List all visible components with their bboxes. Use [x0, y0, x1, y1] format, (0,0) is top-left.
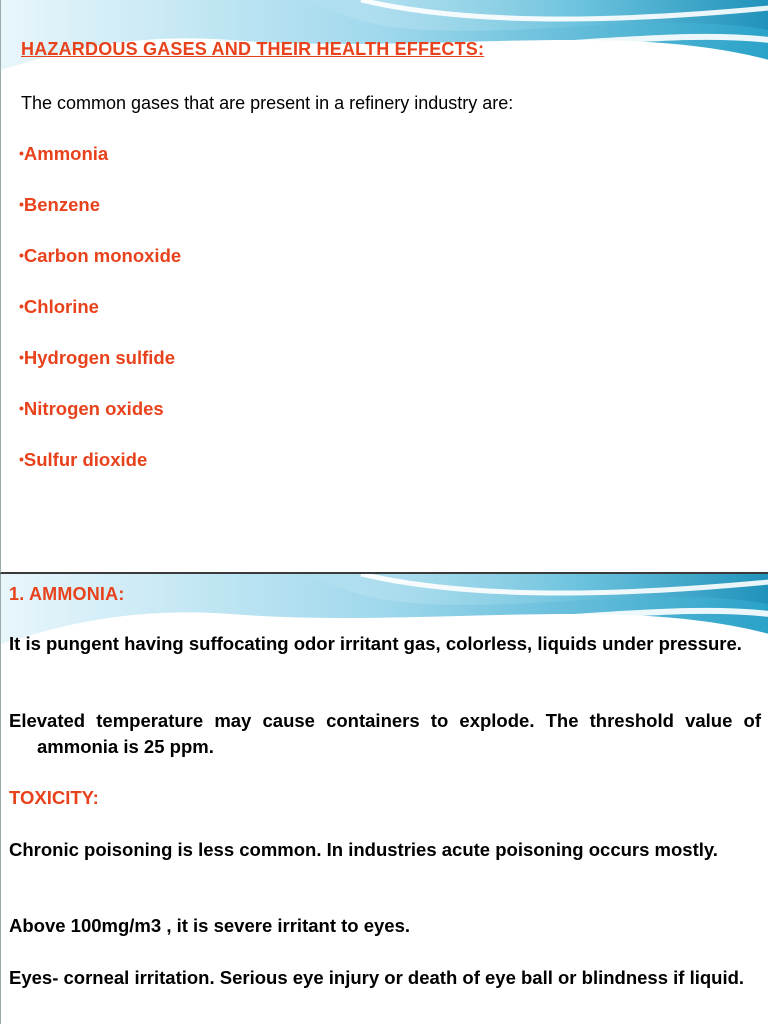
bullet-icon: • [19, 349, 24, 365]
gas-name: Carbon monoxide [23, 245, 182, 266]
bullet-icon: • [19, 145, 24, 161]
toxicity-heading: TOXICITY: [9, 787, 99, 808]
paragraph-chronic: Chronic poisoning is less common. In industries acute poisoning occurs mostly. [9, 839, 718, 860]
slide-title: 1. AMMONIA: [9, 584, 125, 604]
bullet-icon: • [19, 400, 24, 416]
list-item [19, 243, 181, 294]
paragraph-eye-injury: Eyes- corneal irritation. Serious eye injury or death of eye ball or blindness if liquid. [9, 967, 745, 988]
list-item [19, 192, 181, 243]
slide-title: HAZARDOUS GASES AND THEIR HEALTH EFFECTS: [21, 39, 485, 59]
paragraph-description: It is pungent having suffocating odor irritant gas, colorless, liquids under pressure. [9, 633, 742, 654]
gas-name: Benzene [23, 194, 100, 215]
bullet-icon: • [19, 196, 24, 212]
gas-name: Nitrogen oxides [23, 398, 164, 419]
bullet-icon: • [19, 247, 24, 263]
list-item [19, 294, 181, 345]
bullet-icon: • [19, 298, 24, 314]
list-item [19, 396, 181, 447]
gas-name: Hydrogen sulfide [23, 347, 176, 368]
list-item [19, 345, 181, 396]
list-item [19, 447, 181, 498]
list-item [19, 141, 181, 192]
slide-ammonia [0, 574, 768, 1024]
bullet-icon: • [19, 451, 24, 467]
gas-name: Sulfur dioxide [23, 449, 148, 470]
paragraph-eyes-irritant: Above 100mg/m3 , it is severe irritant to eyes. [9, 915, 411, 936]
paragraph-threshold: Elevated temperature may cause containers to explode. The threshold value of ammonia is 25 ppm. [9, 710, 761, 757]
gas-name: Chlorine [23, 296, 99, 317]
gas-list [19, 141, 181, 498]
intro-text: The common gases that are present in a refinery industry are: [21, 93, 514, 113]
gas-name: Ammonia [23, 143, 109, 164]
